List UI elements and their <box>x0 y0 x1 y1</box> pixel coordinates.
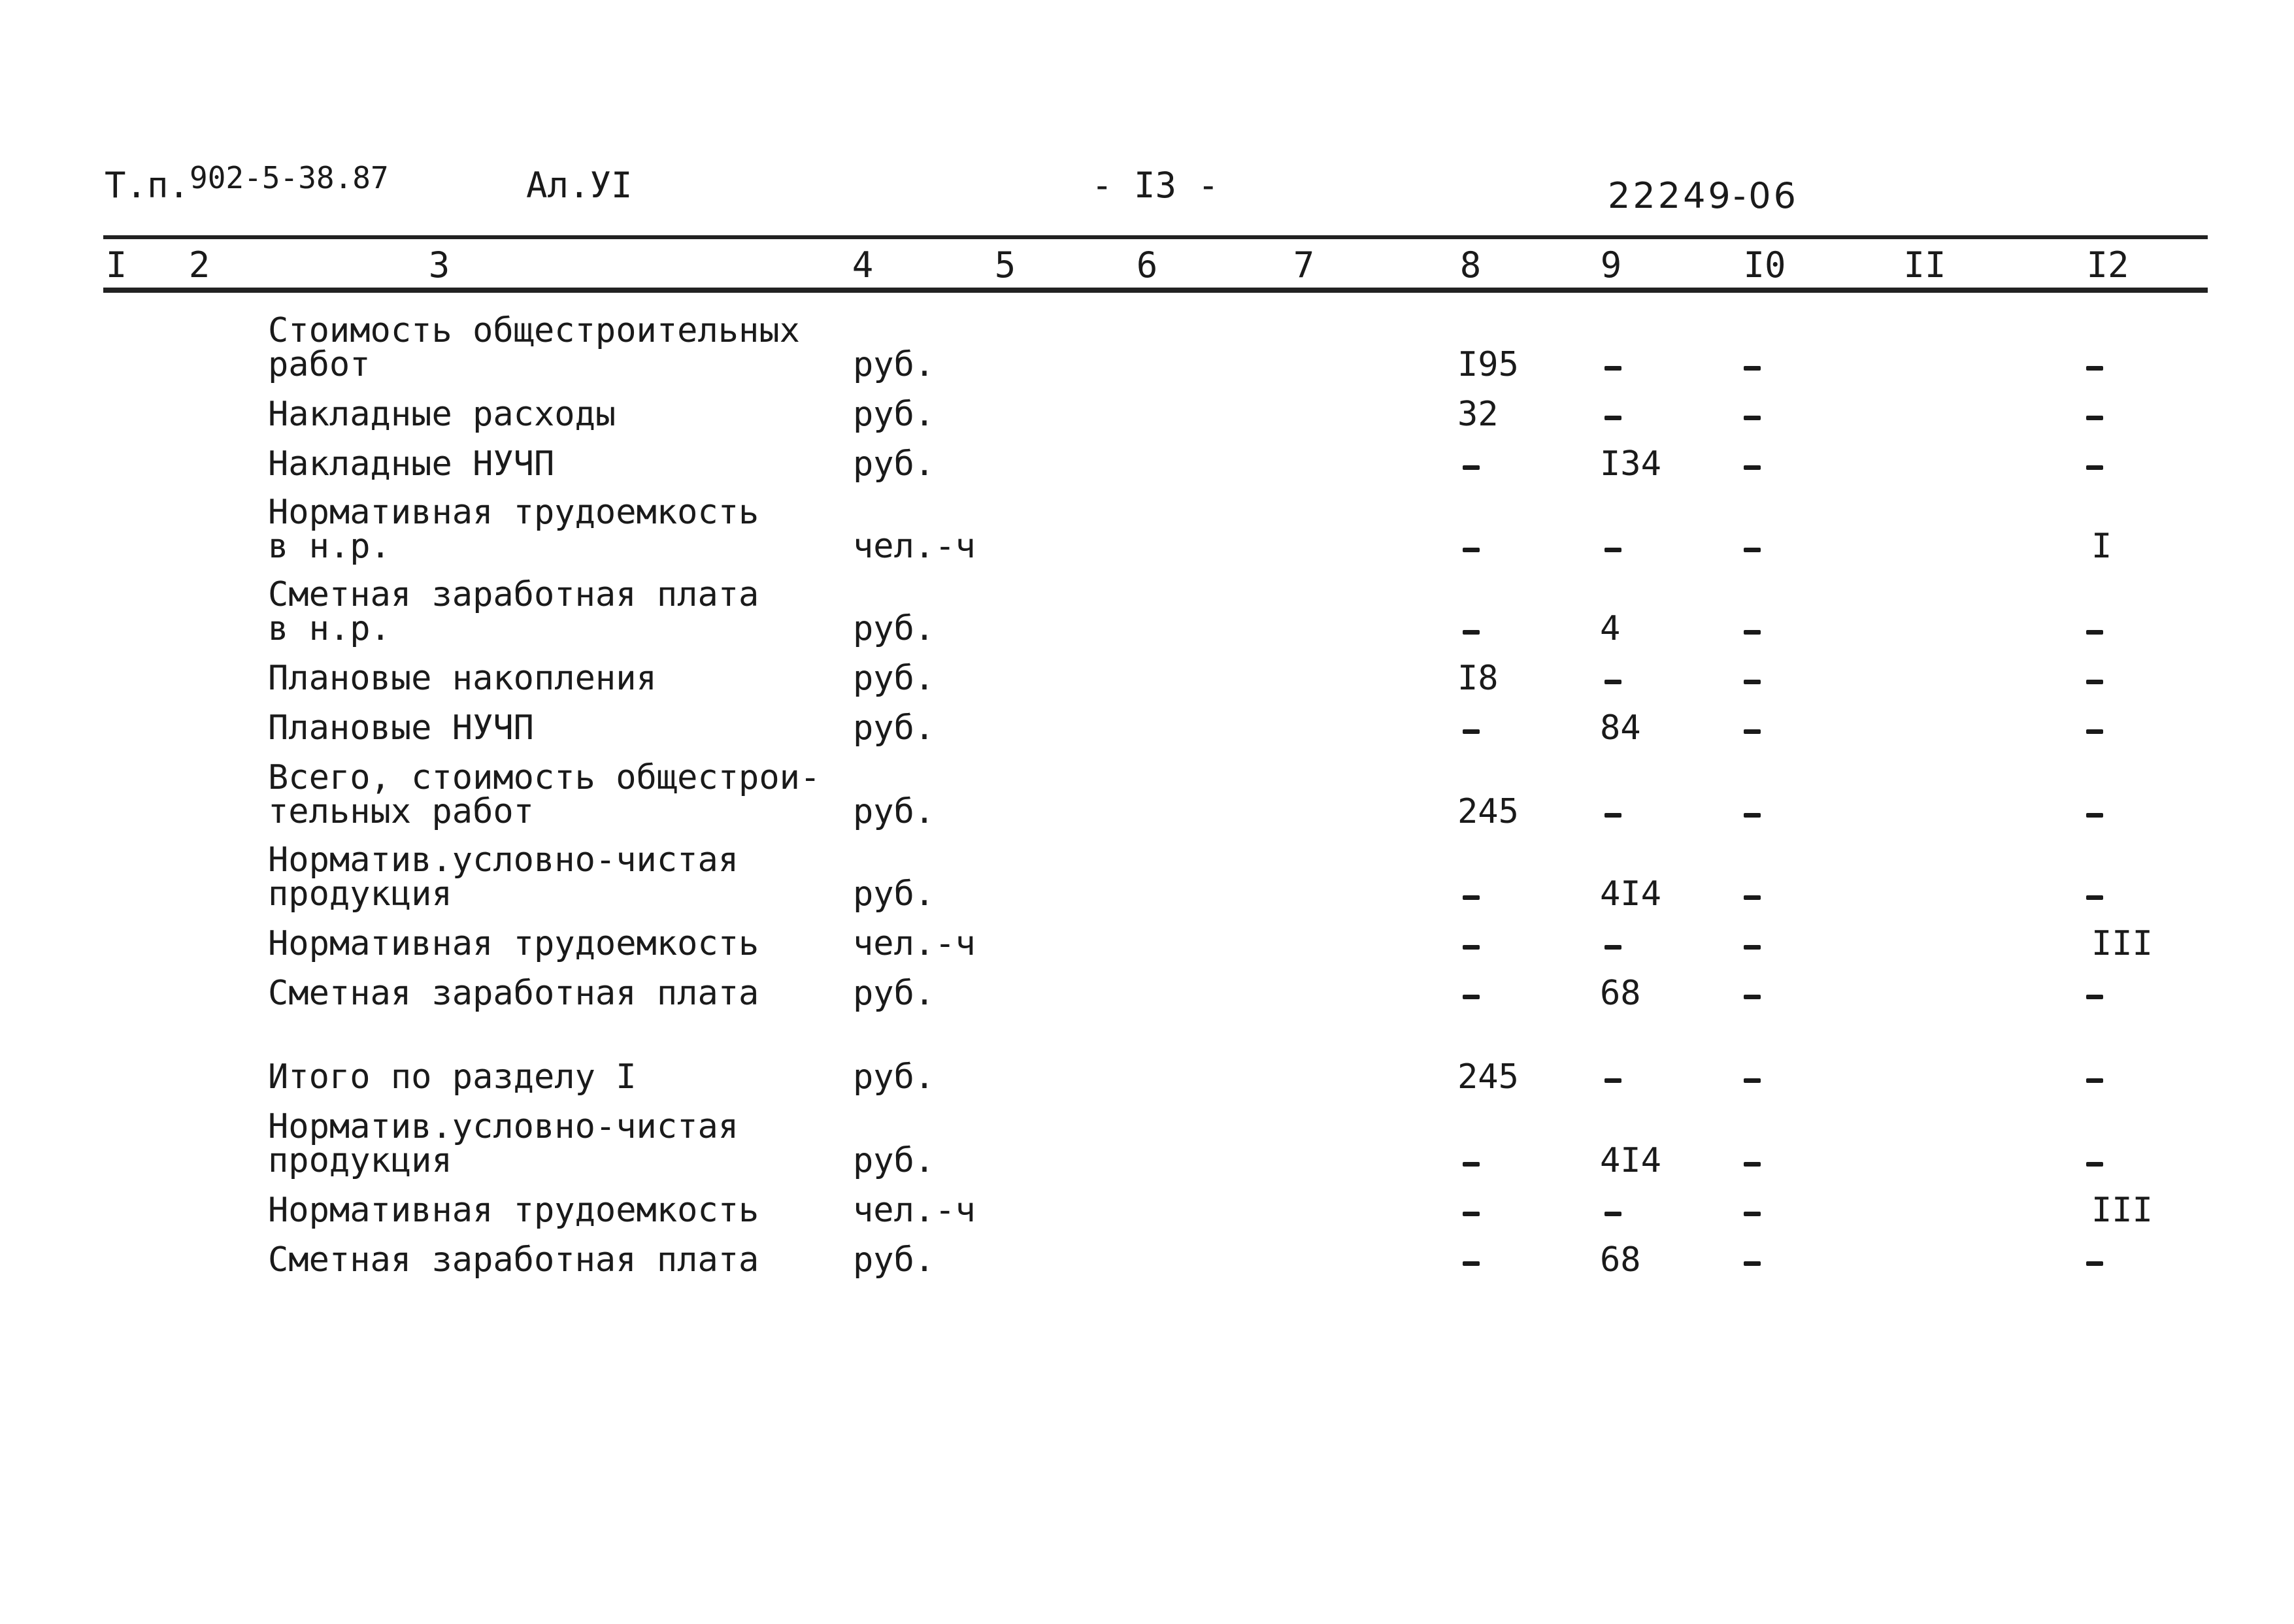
row-label: Накладные расходы <box>268 395 616 434</box>
cell-dash <box>1744 465 1761 470</box>
row-label: работ <box>268 345 371 384</box>
row-unit: руб. <box>853 444 935 484</box>
header-rule-bottom <box>103 288 2208 293</box>
column-number: I2 <box>2086 244 2129 286</box>
cell-dash <box>1604 1212 1621 1216</box>
cell-dash <box>2086 895 2103 900</box>
document-number: 22249-06 <box>1608 175 1799 216</box>
row-label: Норматив.условно-чистая <box>268 1107 739 1146</box>
project-code: 902-5-38.87 <box>190 160 389 195</box>
cell-dash <box>1744 1078 1761 1083</box>
cell-dash <box>2086 366 2103 371</box>
column-number: 8 <box>1459 244 1482 286</box>
cell-dash <box>1744 895 1761 900</box>
row-label: Нормативная трудоемкость <box>268 924 759 963</box>
cell-dash <box>1463 1212 1480 1216</box>
cell-dash <box>2086 1162 2103 1167</box>
row-label: в н.р. <box>268 527 391 566</box>
row-label: Всего, стоимость общестрои- <box>268 758 821 797</box>
row-unit: руб. <box>853 874 935 914</box>
cell-dash <box>1604 366 1621 371</box>
cell-value: 4I4 <box>1600 1141 1661 1180</box>
column-number: II <box>1903 244 1946 286</box>
cell-value: III <box>2091 924 2153 963</box>
cell-dash <box>1463 945 1480 950</box>
row-unit: руб. <box>853 974 935 1013</box>
row-unit: руб. <box>853 609 935 648</box>
cell-value: 32 <box>1457 395 1499 434</box>
row-label: продукция <box>268 874 452 914</box>
cell-dash <box>2086 630 2103 635</box>
cell-dash <box>1604 680 1621 684</box>
cell-dash <box>1744 813 1761 818</box>
cell-dash <box>2086 680 2103 684</box>
page-number: - I3 - <box>1091 165 1220 206</box>
cell-dash <box>1463 630 1480 635</box>
cell-value: 68 <box>1600 974 1641 1013</box>
cell-dash <box>1744 1212 1761 1216</box>
cell-value: I34 <box>1600 444 1661 484</box>
cell-dash <box>2086 813 2103 818</box>
row-label: в н.р. <box>268 609 391 648</box>
header-rule-top <box>103 235 2208 239</box>
row-label: Накладные НУЧП <box>268 444 555 484</box>
row-label: Сметная заработная плата <box>268 1240 759 1280</box>
column-number: 6 <box>1136 244 1158 286</box>
row-label: Сметная заработная плата <box>268 575 759 614</box>
cell-dash <box>1604 813 1621 818</box>
cell-dash <box>1604 416 1621 420</box>
row-label: Нормативная трудоемкость <box>268 493 759 532</box>
cell-value: I95 <box>1457 345 1519 384</box>
cell-dash <box>1744 1261 1761 1266</box>
row-unit: чел.-ч <box>853 1191 976 1230</box>
column-number: 9 <box>1600 244 1622 286</box>
cell-dash <box>1604 1078 1621 1083</box>
row-label: Стоимость общестроительных <box>268 311 800 350</box>
cell-value: III <box>2091 1191 2153 1230</box>
column-number: 2 <box>188 244 210 286</box>
cell-dash <box>1744 995 1761 999</box>
row-unit: чел.-ч <box>853 527 976 566</box>
row-unit: руб. <box>853 395 935 434</box>
cell-value: I8 <box>1457 659 1499 698</box>
cell-value: 4 <box>1600 609 1621 648</box>
cell-dash <box>2086 729 2103 734</box>
cell-dash <box>2086 1078 2103 1083</box>
cell-dash <box>1744 366 1761 371</box>
row-unit: руб. <box>853 1141 935 1180</box>
cell-dash <box>1744 945 1761 950</box>
cell-dash <box>1463 548 1480 552</box>
album-label: Ал.УI <box>526 165 633 206</box>
row-unit: руб. <box>853 792 935 831</box>
cell-dash <box>1744 548 1761 552</box>
cell-value: 84 <box>1600 708 1641 748</box>
cell-dash <box>1463 1261 1480 1266</box>
cell-dash <box>1744 1162 1761 1167</box>
cell-dash <box>1604 548 1621 552</box>
cell-dash <box>1463 895 1480 900</box>
cell-dash <box>2086 416 2103 420</box>
cell-dash <box>1463 995 1480 999</box>
row-label: Сметная заработная плата <box>268 974 759 1013</box>
cell-dash <box>1744 729 1761 734</box>
cell-value: I <box>2091 527 2112 566</box>
column-number: I0 <box>1743 244 1786 286</box>
row-label: продукция <box>268 1141 452 1180</box>
column-number: 3 <box>428 244 450 286</box>
cell-dash <box>2086 465 2103 470</box>
row-unit: руб. <box>853 1057 935 1097</box>
row-unit: чел.-ч <box>853 924 976 963</box>
cell-dash <box>1744 630 1761 635</box>
cell-dash <box>2086 1261 2103 1266</box>
column-number: 5 <box>994 244 1016 286</box>
row-unit: руб. <box>853 708 935 748</box>
row-label: Плановые накопления <box>268 659 657 698</box>
row-label: тельных работ <box>268 792 534 831</box>
column-number: I <box>105 244 127 286</box>
row-label: Итого по разделу I <box>268 1057 637 1097</box>
cell-value: 68 <box>1600 1240 1641 1280</box>
cell-value: 245 <box>1457 1057 1519 1097</box>
doc-prefix: Т.п.902-5-38.87 <box>105 160 389 206</box>
cell-dash <box>1463 465 1480 470</box>
cell-dash <box>1463 729 1480 734</box>
row-unit: руб. <box>853 659 935 698</box>
column-number: 4 <box>852 244 874 286</box>
cell-value: 245 <box>1457 792 1519 831</box>
row-label: Норматив.условно-чистая <box>268 840 739 880</box>
cell-value: 4I4 <box>1600 874 1661 914</box>
row-unit: руб. <box>853 1240 935 1280</box>
row-label: Нормативная трудоемкость <box>268 1191 759 1230</box>
cell-dash <box>1604 945 1621 950</box>
cell-dash <box>1744 680 1761 684</box>
cell-dash <box>1744 416 1761 420</box>
column-number: 7 <box>1293 244 1315 286</box>
cell-dash <box>1463 1162 1480 1167</box>
row-unit: руб. <box>853 345 935 384</box>
row-label: Плановые НУЧП <box>268 708 534 748</box>
cell-dash <box>2086 995 2103 999</box>
